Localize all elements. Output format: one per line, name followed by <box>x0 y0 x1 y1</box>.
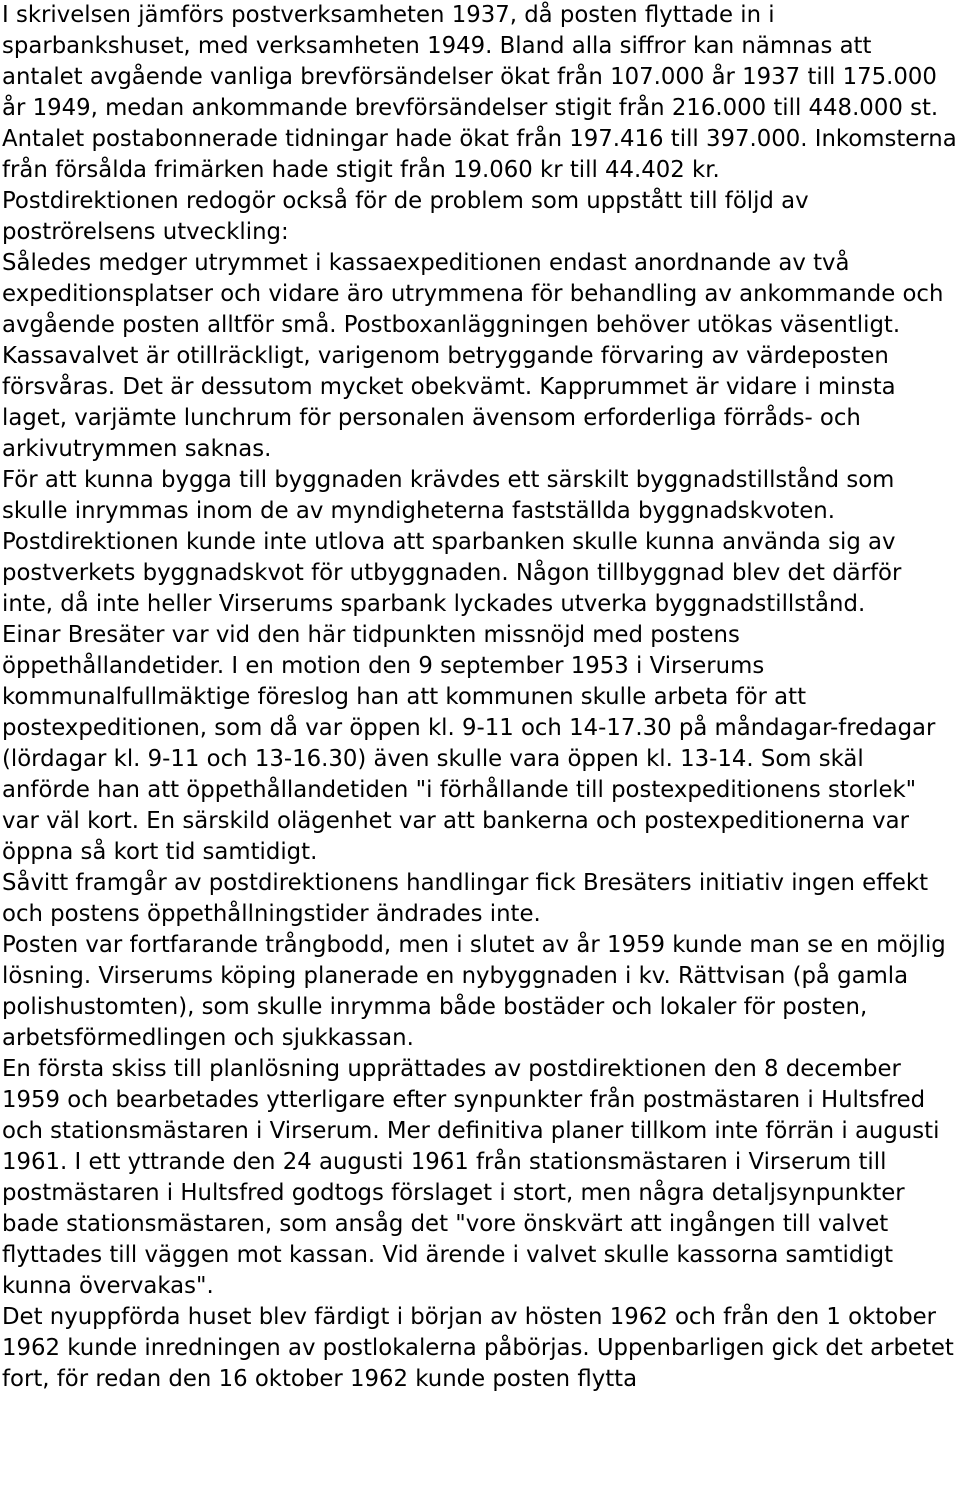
paragraph-opening-hours-motion: Einar Bresäter var vid den här tidpunkten missnöjd med postens öppethållandetider. I en motion den 9 september 1953 i Virserums kommunalfullmäktige föreslog han att kommunen skulle arbeta för att postexpeditionen, som då var öppen kl. 9-11 och 14-17.30 på måndagar-fredagar (lördagar kl. 9-11 och 13-16.30) även skulle vara öppen kl. 13-14. Som skäl anförde han att öppethållandetiden "i förhållande till postexpeditionens storlek" var väl kort. En särskild olägenhet var att bankerna och postexpeditionerna var öppna så kort tid samtidigt. <box>2 622 936 865</box>
paragraph-move-in: Det nyuppförda huset blev färdigt i början av hösten 1962 och från den 1 oktober 1962 kunde inredningen av postlokalerna påbörjas. Uppenbarligen gick det arbetet fort, för redan den 16 oktober 1962 kunde posten flytta <box>2 1304 954 1392</box>
paragraph-problems-intro: Postdirektionen redogör också för de problem som uppstått till följd av poströrelsens utveckling: <box>2 188 809 245</box>
paragraph-postal-statistics: I skrivelsen jämförs postverksamheten 1937, då posten flyttade in i sparbankshuset, med verksamheten 1949. Bland alla siffror kan nämnas att antalet avgående vanliga brevförsändelser ökat från 107.000 år 1937 till 175.000 år 1949, medan ankommande brevförsändelser stigit från 216.000 till 448.000 st. Antalet postabonnerade tidningar hade ökat från 197.416 till 397.000. Inkomsterna från försålda frimärken hade stigit från 19.060 kr till 44.402 kr. <box>2 2 957 183</box>
paragraph-new-building-plan: Posten var fortfarande trångbodd, men i slutet av år 1959 kunde man se en möjlig lösning. Virserums köping planerade en nybyggnaden i kv. Rättvisan (på gamla polishustomten), som skulle inrymma både bostäder och lokaler för posten, arbetsförmedlingen och sjukkassan. <box>2 932 946 1051</box>
paragraph-initiative-outcome: Såvitt framgår av postdirektionens handlingar fick Bresäters initiativ ingen effekt och postens öppethållningstider ändrades inte. <box>2 870 929 927</box>
paragraph-building-permit: För att kunna bygga till byggnaden krävdes ett särskilt byggnadstillstånd som skulle inrymmas inom de av myndigheterna fastställda byggnadskvoten. Postdirektionen kunde inte utlova att sparbanken skulle kunna använda sig av postverkets byggnadskvot för utbyggnaden. Någon tillbyggnad blev det därför inte, då inte heller Virserums sparbank lyckades utverka byggnadstillstånd. <box>2 467 902 617</box>
document-page <box>2 0 958 1395</box>
paragraph-floor-plan: En första skiss till planlösning upprättades av postdirektionen den 8 december 1959 och bearbetades ytterligare efter synpunkter från postmästaren i Hultsfred och stationsmästaren i Virserum. Mer definitiva planer tillkom inte förrän i augusti 1961. I ett yttrande den 24 augusti 1961 från stationsmästaren i Virserum till postmästaren i Hultsfred godtogs förslaget i stort, men några detaljsynpunkter bade stationsmästaren, som ansåg det "vore önskvärt att ingången till valvet flyttades till väggen mot kassan. Vid ärende i valvet skulle kassorna samtidigt kunna övervakas". <box>2 1056 940 1299</box>
paragraph-space-problems: Således medger utrymmet i kassaexpeditionen endast anordnande av två expeditionsplatser och vidare äro utrymmena för behandling av ankommande och avgående posten alltför små. Postboxanläggningen behöver utökas väsentligt. Kassavalvet är otillräckligt, varigenom betryggande förvaring av värdeposten försvåras. Det är dessutom mycket obekvämt. Kapprummet är vidare i minsta laget, varjämte lunchrum för personalen ävensom erforderliga förråds- och arkivutrymmen saknas. <box>2 250 944 462</box>
